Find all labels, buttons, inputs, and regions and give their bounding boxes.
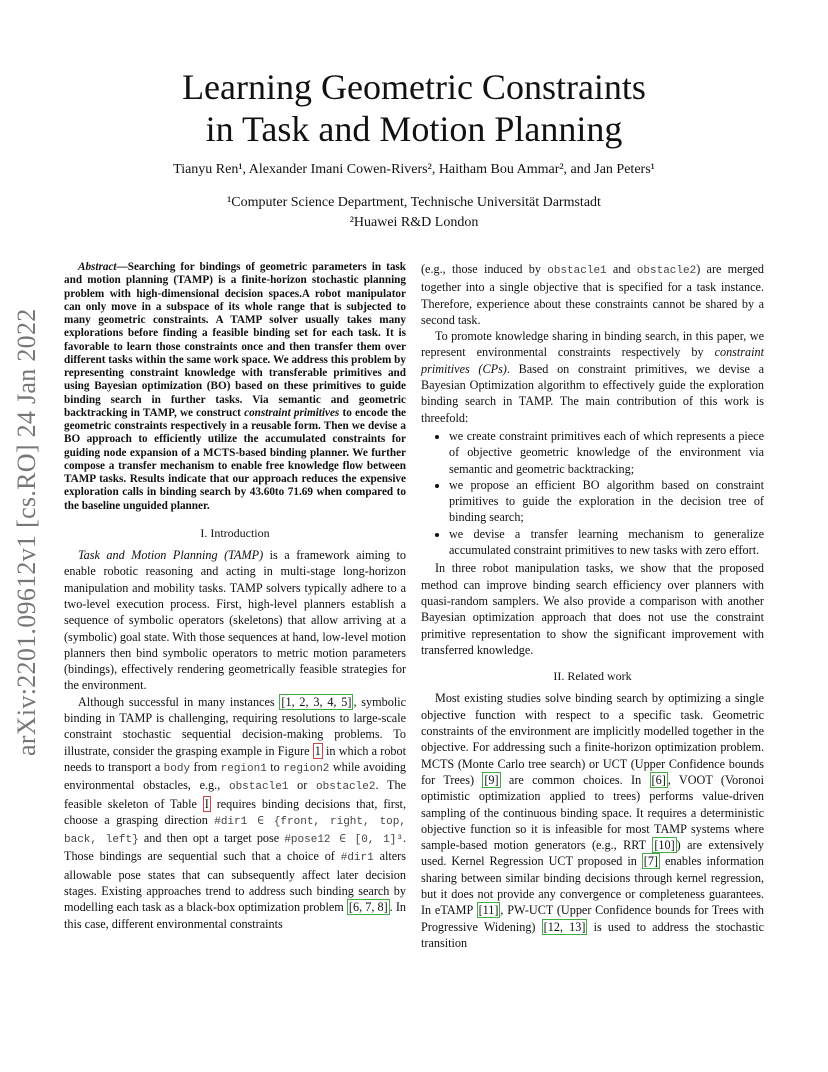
affiliation-1: ¹Computer Science Department, Technische Universität Darmstadt xyxy=(227,195,601,210)
intro-p1-text: is a framework aiming to enable robotic reasoning and acting in multi-stage long-horizon manipulation and mobility tasks. TAMP solvers typically adhere to a two-level execution process. First, high-level planners establish a sequence of symbolic operators (skeletons) that allow arriving at a (symbolic) goal state. With those sequences at hand, low-level motion planners then bind symbolic operators to metric motion parameters (bindings), effectively rendering geometrically feasible strategies for the environment. xyxy=(64,548,406,693)
figure-ref-link[interactable]: 1 xyxy=(314,743,321,758)
code-region1: region1 xyxy=(220,762,267,775)
citation-11[interactable]: [11] xyxy=(478,903,499,918)
citation-9[interactable]: [9] xyxy=(484,772,499,787)
citation-6[interactable]: [6] xyxy=(651,772,666,787)
p2-text-j: and then opt a target pose xyxy=(138,831,285,846)
contribution-list xyxy=(421,428,764,558)
r4-text-f: , PW-UCT (Upper Confidence bounds for Trees with Progressive Widening) xyxy=(421,903,764,934)
paper-title xyxy=(0,66,828,150)
contribution-item: • we create constraint primitives each of which represents a piece of objective geometric knowledge of the environment via semantic and geometric backtracking; xyxy=(449,428,764,477)
citation-10[interactable]: [10] xyxy=(654,838,675,853)
p2-text-g: or xyxy=(288,778,317,793)
code-body: body xyxy=(163,762,191,775)
citation-link-2[interactable]: [6, 7, 8] xyxy=(348,900,388,915)
code-obstacle2-b: obstacle2 xyxy=(636,265,697,277)
code-dir1-set: #dir1 ∈ {front, right, top, back, left} xyxy=(64,815,406,847)
right-paragraph-2 xyxy=(421,328,764,426)
abstract-label: Abstract xyxy=(78,261,117,273)
title-line-2: in Task and Motion Planning xyxy=(205,109,623,149)
arxiv-identifier: arXiv:2201.09612v1 [cs.RO] 24 Jan 2022 xyxy=(12,308,41,756)
abstract xyxy=(64,261,406,513)
code-dir1: #dir1 xyxy=(340,852,374,865)
r2-text-b: . Based on constraint primitives, we devise a Bayesian Optimization algorithm to effectively guide the exploration binding search in TAMP. The main contribution of this work is threefold: xyxy=(421,361,764,425)
citation-12-13[interactable]: [12, 13] xyxy=(543,919,586,934)
intro-paragraph-2 xyxy=(64,694,406,932)
r1-text-b: and xyxy=(606,262,637,276)
cp-emphasis: constraint primitives (CPs) xyxy=(421,345,764,376)
p2-text-b: , symbolic binding in TAMP is challenging, requiring resolutions to large-scale constraint stochastic sequential decision-making problems. To illustrate, consider the grasping example in Figure xyxy=(64,694,406,758)
r1-text-a: (e.g., those induced by xyxy=(421,262,548,276)
code-obstacle2: obstacle2 xyxy=(316,781,376,794)
p2-text-i: requires binding decisions that, first, choose a grasping direction xyxy=(64,796,406,827)
p2-text-k: . Those bindings are sequential such that a choice of xyxy=(64,831,406,864)
authors: Tianyu Ren¹, Alexander Imani Cowen-Rivers², Haitham Bou Ammar², and Jan Peters¹ xyxy=(173,162,655,177)
r4-text-c: , VOOT (Voronoi optimistic optimization applied to trees) performs value-driven sampling of the continuous binding space. It requires a deterministic objective function so it is infeasible for most TAMP systems where sample-based motion generators (e.g., RRT xyxy=(421,772,765,853)
affiliations xyxy=(0,193,828,233)
right-paragraph-3: In three robot manipulation tasks, we show that the proposed method can improve binding search efficiency over planners with quasi-random samplers. We also provide a comparison with another Bayesian optimization approach that does not use the constraint primitive representation to show the significant improvement with transferred knowledge. xyxy=(421,561,764,657)
section-heading-intro: I. Introduction xyxy=(200,525,270,540)
p2-text-a: Although successful in many instances xyxy=(78,694,280,709)
r4-text-b: are common choices. In xyxy=(500,772,650,787)
tamp-emphasis: Task and Motion Planning (TAMP) xyxy=(78,548,264,563)
abstract-emphasis: constraint primitives xyxy=(244,406,340,419)
right-paragraph-1 xyxy=(421,261,764,328)
p2-text-e: to xyxy=(266,759,284,774)
r1-text-c: ) are merged together into a single objective that is specified for a task instance. Therefore, experience about these constraints cannot be shared by a second task. xyxy=(421,262,764,327)
p2-text-c: in which a robot needs to transport a xyxy=(64,743,406,774)
p2-text-f: while avoiding environmental obstacles, e.g., xyxy=(64,759,406,793)
r4-text-e: enables information sharing between similar binding decisions through kernel regression, but it does not provide any convergence or completeness guarantees. In eTAMP xyxy=(421,854,764,918)
section-heading-related: II. Related work xyxy=(553,669,632,684)
code-region2: region2 xyxy=(283,762,330,775)
code-pose12: #pose12 ∈ [0, 1]³ xyxy=(284,834,403,847)
intro-paragraph-1 xyxy=(64,547,406,694)
r4-text-d: ) are extensively used. Kernel Regression UCT proposed in xyxy=(421,838,764,869)
p2-text-l: alters allowable pose states that can subsequently affect later decision stages. Existing approaches trend to address such binding search by modelling each task as a black-box optimization problem xyxy=(64,849,406,915)
r4-text-a: Most existing studies solve binding search by optimizing a single objective function with respect to a specific task. Geometric constraints of the environment are implicitly modelled together in the objective. For addressing such a finite-horizon optimization problem. MCTS (Monte Carlo tree search) or UCT (Upper Confidence bounds for Trees) xyxy=(421,691,764,787)
left-column xyxy=(64,261,406,932)
code-obstacle1: obstacle1 xyxy=(228,781,289,794)
contribution-item: • we propose an efficient BO algorithm based on constraint primitives to guide the exploration in the decision tree of binding search; xyxy=(449,477,764,526)
p2-text-d: from xyxy=(190,759,221,774)
p2-text-m: . In this case, different environmental constraints xyxy=(64,900,406,931)
contribution-item: • we devise a transfer learning mechanism to generalize accumulated constraint primitives to new tasks with zero effort. xyxy=(449,526,764,559)
title-line-1: Learning Geometric Constraints xyxy=(182,67,646,107)
citation-7[interactable]: [7] xyxy=(643,854,658,869)
related-paragraph-1 xyxy=(421,690,764,951)
abstract-text: —Searching for bindings of geometric parameters in task and motion planning (TAMP) is a finite-horizon stochastic planning problem with high-dimensional decision spaces.A robot manipulator can only move in a subspace of its whole range that is subjected to many geometric constraints. A TAMP solver usually takes many explorations before finding a feasible binding set for each task. It is favorable to learn those constraints once and then transfer them over different tasks within the same work space. We address this problem by representing constraint knowledge with transferable primitives and using Bayesian optimization (BO) based on these primitives to guide binding search in further tasks. Via semantic and geometric backtracking in TAMP, we construct xyxy=(64,261,406,419)
citation-link[interactable]: [1, 2, 3, 4, 5] xyxy=(281,694,352,709)
table-ref-link[interactable]: I xyxy=(204,796,209,811)
p2-text-h: . The feasible skeleton of Table xyxy=(64,778,406,811)
affiliation-2: ²Huawei R&D London xyxy=(349,215,479,230)
abstract-text-2: to encode the geometric constraints respectively in a reusable form. Then we devise a BO approach to efficiently utilize the accumulated constraints for guiding node expansion of a MCTS-based binding planner. We further compose a transfer mechanism to enable free knowledge flow between TAMP tasks. Results indicate that our approach reduces the expensive exploration calls in binding search by 43.60to 71.69 when compared to the baseline unguided planner. xyxy=(64,406,407,512)
code-obstacle1-b: obstacle1 xyxy=(547,265,607,277)
right-column xyxy=(421,261,764,951)
r4-text-g: is used to address the stochastic transition xyxy=(421,919,765,950)
r2-text-a: To promote knowledge sharing in binding search, in this paper, we represent environmental constraints respectively by xyxy=(421,329,764,360)
